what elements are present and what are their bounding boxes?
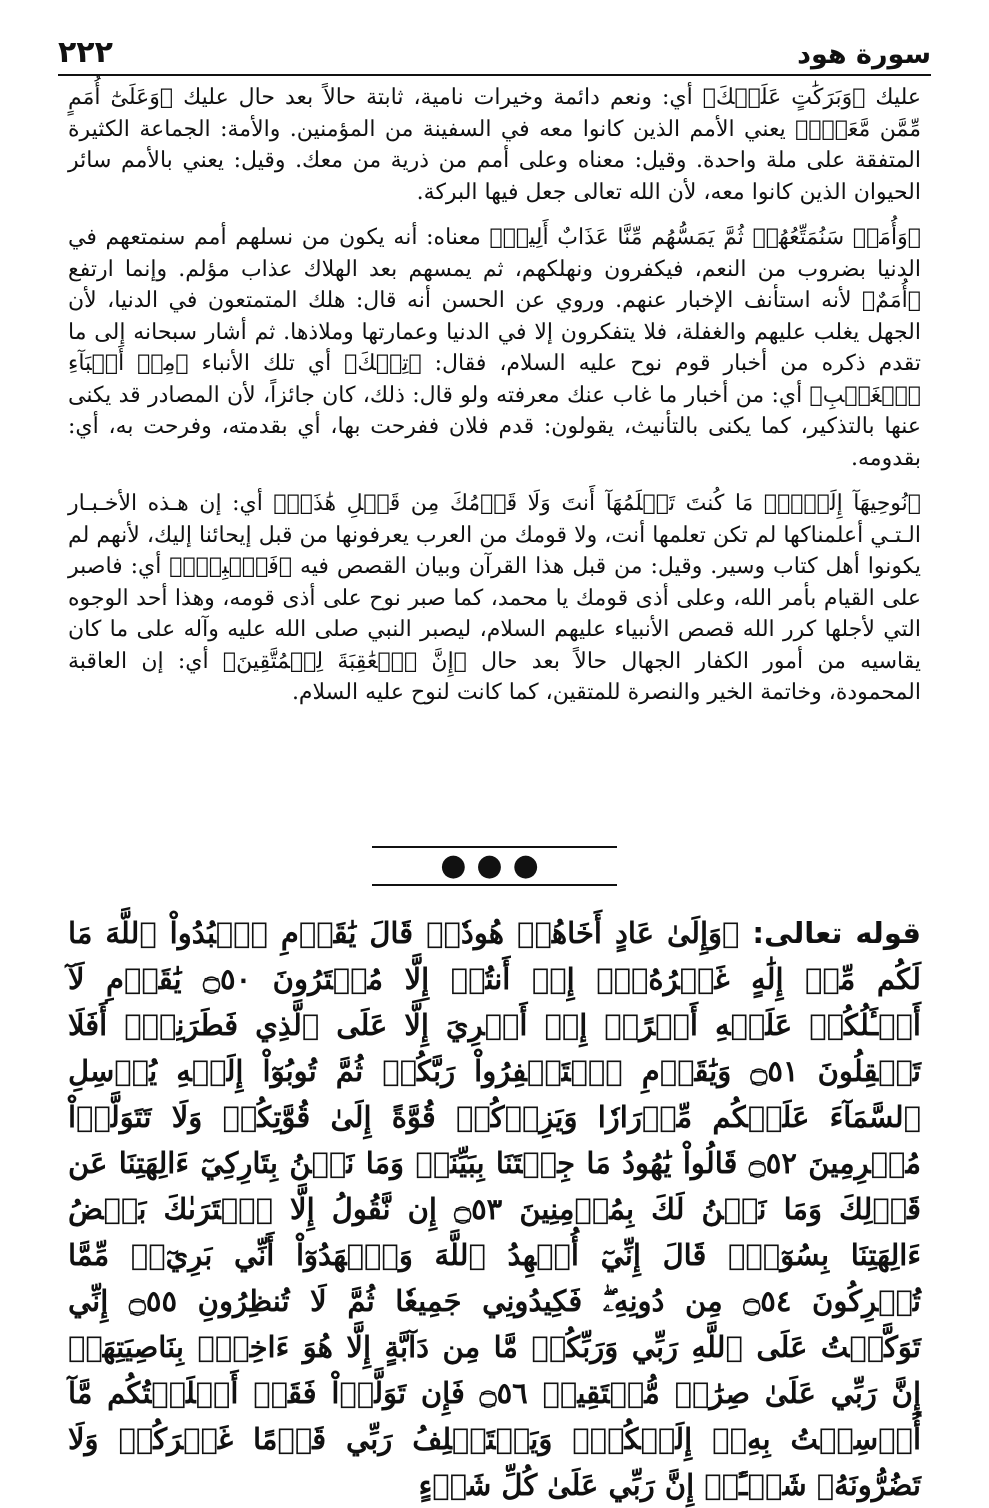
divider-rule-bottom [372, 884, 617, 886]
commentary-paragraph: عليك ﴿وَبَرَكَٰتٍ عَلَيۡكَ﴾ أي: ونعم دائمة وخيرات نامية، ثابتة حالاً بعد حال عليك ﴿وَعَلَىٰٓ أُمَمٍ مِّمَّن مَّعَكَۚ﴾ يعني الأمم الذين كانوا معه في السفينة من المؤمنين. والأمة: الجماعة الكثيرة المتفقة على ملة واحدة. وقيل: معناه وعلى أمم من ذرية من معك. وقيل: يعني بالأمم سائر الحيوان الذين كانوا معه، لأن الله تعالى جعل فيها البركة. [68, 85, 921, 205]
commentary-paragraph: ﴿وَأُمَمٞ سَنُمَتِّعُهُمۡ ثُمَّ يَمَسُّهُم مِّنَّا عَذَابٌ أَلِيمٞ﴾ معناه: أنه يكون من نسلهم أمم سنمتعهم في الدنيا بضروب من النعم، فيكفرون ونهلكهم، ثم يمسهم بعد الهلاك عذاب مؤلم. وإنما ارتفع ﴿أُمَمٌ﴾ لأنه استأنف الإخبار عنهم. وروي عن الحسن أنه قال: هلك المتمتعون في الدنيا، لأن الجهل يغلب عليهم والغفلة، فلا يتفكرون إلا في الدنيا وعمارتها وملاذها. ثم أشار سبحانه إلى ما تقدم ذكره من أخبار قوم نوح عليه السلام، فقال: ﴿تِلۡكَ﴾ أي تلك الأنباء ﴿مِنۡ أَنۢبَآءِ ٱلۡغَيۡبِ﴾ أي: من أخبار ما غاب عنك معرفته ولو قال: ذلك، كان جائزاً، لأن المصادر قد يكنى عنها بالتذكير، كما يكنى بالتأنيث، يقولون: قدم فلان ففرحت بها، أي بقدمته، وفرحت به، أي: بقدومه. [68, 225, 921, 471]
verses-section [68, 910, 921, 1508]
section-divider [372, 846, 617, 896]
verse-lead: قوله تعالى: [752, 916, 921, 950]
divider-dots: ●●● [440, 848, 549, 883]
commentary-section [68, 82, 921, 709]
page-number: ٢٢٢ [58, 35, 113, 70]
verse-text: ﴿وَإِلَىٰ عَادٍ أَخَاهُمۡ هُودٗاۚ قَالَ يَٰقَوۡمِ ٱعۡبُدُواْ ٱللَّهَ مَا لَكُم مِّنۡ إِلَٰهٍ غَيۡرُهُۥٓۖ إِنۡ أَنتُمۡ إِلَّا مُفۡتَرُونَ ۝٥٠ يَٰقَوۡمِ لَآ أَسۡـَٔلُكُمۡ عَلَيۡهِ أَجۡرًاۖ إِنۡ أَجۡرِيَ إِلَّا عَلَى ٱلَّذِي فَطَرَنِيٓۚ أَفَلَا تَعۡقِلُونَ ۝٥١ وَيَٰقَوۡمِ ٱسۡتَغۡفِرُواْ رَبَّكُمۡ ثُمَّ تُوبُوٓاْ إِلَيۡهِ يُرۡسِلِ ٱلسَّمَآءَ عَلَيۡكُم مِّدۡرَارٗا وَيَزِدۡكُمۡ قُوَّةً إِلَىٰ قُوَّتِكُمۡ وَلَا تَتَوَلَّوۡاْ مُجۡرِمِينَ ۝٥٢ قَالُواْ يَٰهُودُ مَا جِئۡتَنَا بِبَيِّنَةٖ وَمَا نَحۡنُ بِتَارِكِيٓ ءَالِهَتِنَا عَن قَوۡلِكَ وَمَا نَحۡنُ لَكَ بِمُؤۡمِنِينَ ۝٥٣ إِن نَّقُولُ إِلَّا ٱعۡتَرَىٰكَ بَعۡضُ ءَالِهَتِنَا بِسُوٓءٖۗ قَالَ إِنِّيٓ أُشۡهِدُ ٱللَّهَ وَٱشۡهَدُوٓاْ أَنِّي بَرِيٓءٞ مِّمَّا تُشۡرِكُونَ ۝٥٤ مِن دُونِهِۦۖ فَكِيدُونِي جَمِيعٗا ثُمَّ لَا تُنظِرُونِ ۝٥٥ إِنِّي تَوَكَّلۡتُ عَلَى ٱللَّهِ رَبِّي وَرَبِّكُمۚ مَّا مِن دَآبَّةٍ إِلَّا هُوَ ءَاخِذُۢ بِنَاصِيَتِهَآۚ إِنَّ رَبِّي عَلَىٰ صِرَٰطٖ مُّسۡتَقِيمٖ ۝٥٦ فَإِن تَوَلَّوۡاْ فَقَدۡ أَبۡلَغۡتُكُم مَّآ أُرۡسِلۡتُ بِهِۦٓ إِلَيۡكُمۡۚ وَيَسۡتَخۡلِفُ رَبِّي قَوۡمًا غَيۡرَكُمۡ وَلَا تَضُرُّونَهُۥ شَيۡـًٔاۚ إِنَّ رَبِّي عَلَىٰ كُلِّ شَيۡءٍ [68, 916, 922, 1502]
page-header [58, 20, 931, 70]
surah-name: سورة هود [797, 39, 931, 70]
commentary-paragraph: ﴿نُوحِيهَآ إِلَيۡكَۖ مَا كُنتَ تَعۡلَمُهَآ أَنتَ وَلَا قَوۡمُكَ مِن قَبۡلِ هَٰذَاۖ﴾ أي: إن هـذه الأخـبـار الـتـي أعلمناكها لم تكن تعلمها أنت، ولا قومك من العرب يعرفونها من قبل إيحائنا إليك، لأنهم لم يكونوا أهل كتاب وسير. وقيل: من قبل هذا القرآن وبيان القصص فيه ﴿فَٱصۡبِرۡۖ﴾ أي: فاصبر على القيام بأمر الله، وعلى أذى قومك يا محمد، كما صبر نوح على أذى قومه، وهذا أحد الوجوه التي لأجلها كرر الله قصص الأنبياء عليهم السلام، ليصبر النبي صلى الله عليه وآله على ما كان يقاسيه من أمور الكفار الجهال حالاً بعد حال ﴿إِنَّ ٱلۡعَٰقِبَةَ لِلۡمُتَّقِينَ﴾ أي: إن العاقبة المحمودة، وخاتمة الخير والنصرة للمتقين، كما كانت لنوح عليه السلام. [68, 491, 921, 705]
header-rule [58, 74, 931, 76]
